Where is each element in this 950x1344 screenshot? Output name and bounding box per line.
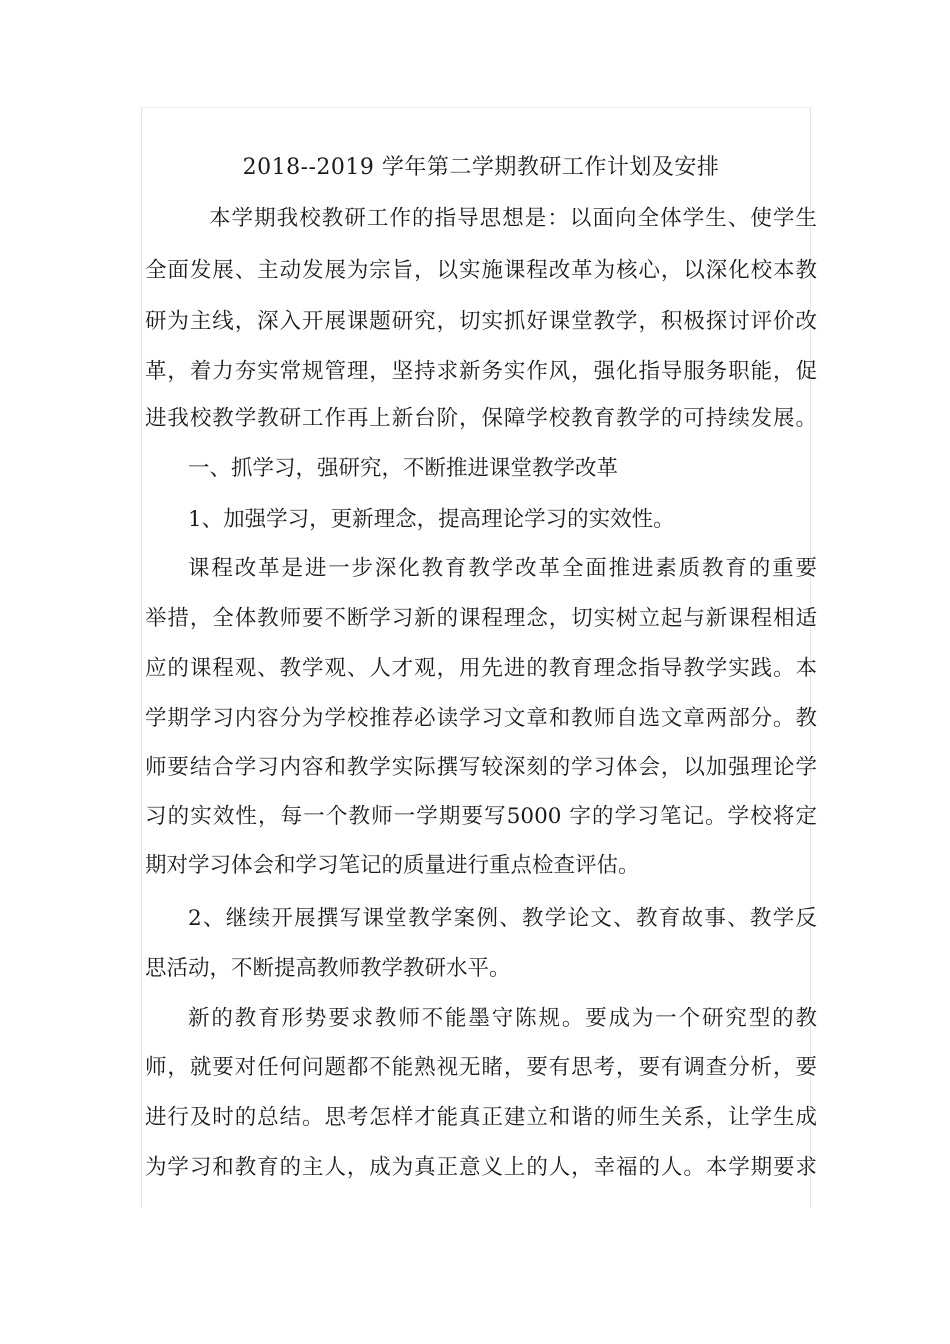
paragraph-line: 举措，全体教师要不断学习新的课程理念，切实树立起与新课程相适 (145, 606, 817, 631)
paragraph-line: 全面发展、主动发展为宗旨，以实施课程改革为核心，以深化校本教 (145, 258, 817, 283)
paragraph-line: 为学习和教育的主人，成为真正意义上的人，幸福的人。本学期要求 (145, 1155, 817, 1180)
document-title: 2018--2019 学年第二学期教研工作计划及安排 (242, 155, 720, 180)
subsection-heading-cont: 思活动，不断提高教师教学教研水平。 (145, 956, 511, 981)
paragraph-line: 期对学习体会和学习笔记的质量进行重点检查评估。 (145, 853, 640, 878)
paragraph-line: 师要结合学习内容和教学实际撰写较深刻的学习体会，以加强理论学 (145, 755, 817, 780)
paragraph-line: 师，就要对任何问题都不能熟视无睹，要有思考，要有调查分析，要 (145, 1055, 817, 1080)
section-heading: 一、抓学习，强研究，不断推进课堂教学改革 (188, 456, 619, 481)
paragraph-line: 新的教育形势要求教师不能墨守陈规。要成为一个研究型的教 (188, 1006, 817, 1031)
paragraph-line: 课程改革是进一步深化教育教学改革全面推进素质教育的重要 (188, 556, 817, 581)
paragraph-line: 应的课程观、教学观、人才观，用先进的教育理念指导教学实践。本 (145, 656, 817, 681)
paragraph-line: 本学期我校教研工作的指导思想是：以面向全体学生、使学生 (209, 206, 817, 231)
paragraph-line: 学期学习内容分为学校推荐必读学习文章和教师自选文章两部分。教 (145, 706, 817, 731)
subsection-heading: 1、加强学习，更新理念，提高理论学习的实效性。 (188, 507, 675, 532)
paragraph-line: 习的实效性，每一个教师一学期要写5000 字的学习笔记。学校将定 (145, 804, 817, 829)
paragraph-line: 进行及时的总结。思考怎样才能真正建立和谐的师生关系，让学生成 (145, 1105, 817, 1130)
paragraph-line: 革，着力夯实常规管理，坚持求新务实作风，强化指导服务职能，促 (145, 359, 817, 384)
paragraph-line: 进我校教学教研工作再上新台阶，保障学校教育教学的可持续发展。 (145, 406, 817, 431)
paragraph-line: 研为主线，深入开展课题研究，切实抓好课堂教学，积极探讨评价改 (145, 309, 817, 334)
subsection-heading: 2、继续开展撰写课堂教学案例、教学论文、教育故事、教学反 (188, 906, 817, 931)
